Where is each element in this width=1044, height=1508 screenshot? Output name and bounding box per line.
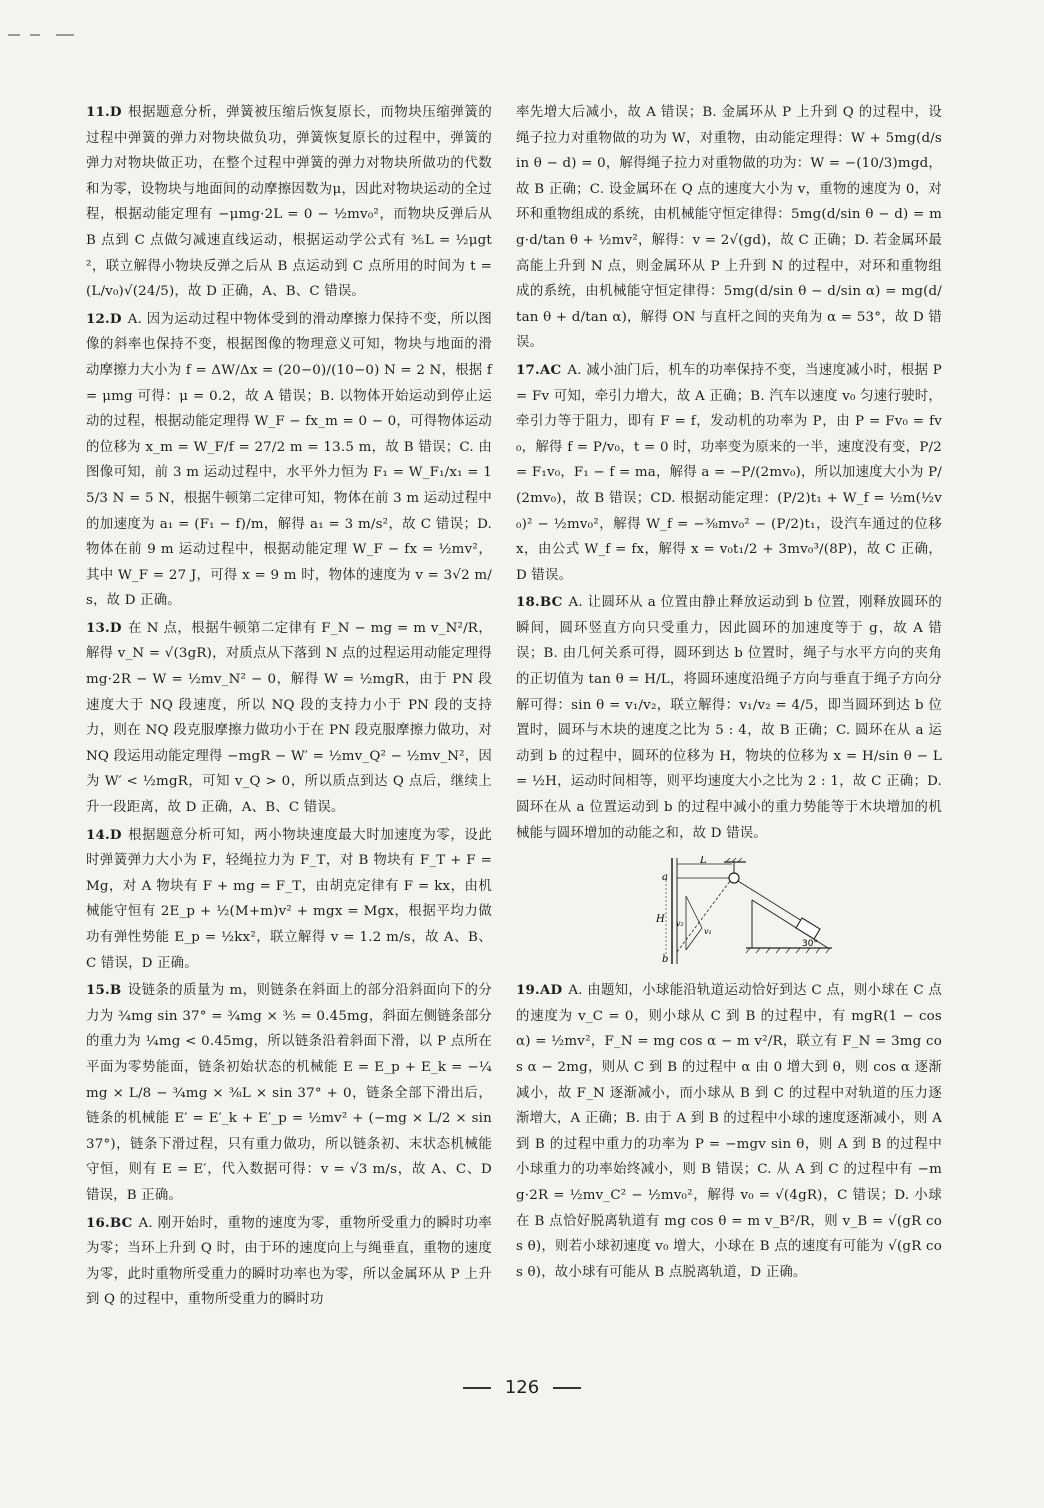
answer-14 — [86, 823, 492, 977]
answer-number: 17.AC — [516, 361, 562, 378]
answer-text: A. 减小油门后，机车的功率保持不变，当速度减小时，根据 P = Fv 可知，牵引力增大，故 A 正确；B. 汽车以速度 v₀ 匀速行驶时，牵引力等于阻力，即有 F = f，发动机的功率为 P，由 P = Fv₀ = fv₀，解得 f = P/v₀，t = 0 时，功率变为原来的一半，速度没有变，P/2 = F₁v₀，F₁ − f = ma，解得 a = −P/(2mv₀)，所以加速度大小为 P/(2mv₀)，故 B 错误；CD. 根据动能定理：(P/2)t₁ + W_f = ½m(½v₀)² − ½mv₀²，解得 W_f = −⅜mv₀² − (P/2)t₁，设汽车通过的位移 x，由公式 W_f = fx，解得 x = v₀t₁/2 + 3mv₀³/(8P)，故 C 正确，D 错误。 — [516, 362, 942, 583]
page-number-dash-right — [553, 1387, 581, 1389]
label-angle: 30° — [802, 939, 818, 950]
scan-mark — [8, 34, 88, 37]
answer-13 — [86, 616, 492, 821]
answer-11 — [86, 100, 492, 305]
page-number-dash-left — [463, 1387, 491, 1389]
answer-text: A. 刚开始时，重物的速度为零，重物所受重力的瞬时功率为零；当环上升到 Q 时，由于环的速度向上与绳垂直，重物的速度为零，此时重物所受重力的瞬时功率也为零，所以金属环从 P 上升到 Q 的过程中，重物所受重力的瞬时功 — [86, 1215, 492, 1308]
label-v1: v₁ — [704, 927, 712, 937]
ring-block-figure — [642, 856, 842, 966]
answer-text: A. 让圆环从 a 位置由静止释放运动到 b 位置，刚释放圆环的瞬间，圆环竖直方向只受重力，因此圆环的加速度等于 g，故 A 错误；B. 由几何关系可得，圆环到达 b 位置时，绳子与水平方向的夹角的正切值为 tan θ = H/L，将圆环速度沿绳子方向与垂直于绳子方向分解可得：sin θ = v₁/v₂，联立解得：v₁/v₂ = 4/5，即当圆环到达 b 位置时，圆环与木块的速度之比为 5 : 4，故 B 正确；C. 圆环在从 a 运动到 b 的过程中，圆环的位移为 H，物块的位移为 x = H/sin θ − L = ½H，运动时间相等，则平均速度大小之比为 2 : 1，故 C 正确；D. 圆环在从 a 位置运动到 b 的过程中减小的重力势能等于木块增加的机械能与圆环增加的动能之和，故 D 错误。 — [516, 595, 942, 841]
block — [796, 918, 820, 939]
right-column — [516, 100, 942, 1287]
answer-text: A. 因为运动过程中物体受到的滑动摩擦力保持不变，所以图像的斜率也保持不变，根据图像的物理意义可知，物块与地面的滑动摩擦力大小为 f = ΔW/Δx = (20−0)/(10−0) N = 2 N，根据 f = μmg 可得：μ = 0.2，故 A 错误；B. 以物体开始运动到停止运动的过程，根据动能定理得 W_F − fx_m = 0 − 0，可得物体运动的位移为 x_m = W_F/f = 27/2 m = 13.5 m，故 B 错误；C. 由图像可知，前 3 m 运动过程中，水平外力恒为 F₁ = W_F₁/x₁ = 15/3 N = 5 N，根据牛顿第二定律可知，物体在前 3 m 运动过程中的加速度为 a₁ = (F₁ − f)/m，解得 a₁ = 3 m/s²，故 C 错误；D. 物体在前 9 m 运动过程中，根据动能定理 W_F − fx = ½mv²，其中 W_F = 27 J，可得 x = 9 m 时，物体的速度为 v = 3√2 m/s，故 D 正确。 — [86, 311, 492, 609]
answer-16-continued — [516, 100, 942, 356]
left-column — [86, 100, 492, 1315]
answer-text: 根据题意分析，弹簧被压缩后恢复原长，而物块压缩弹簧的过程中弹簧的弹力对物块做负功，弹簧恢复原长的过程中，弹簧的弹力对物块做正功，在整个过程中弹簧的弹力对物块所做功的代数和为零，设物块与地面间的动摩擦因数为μ，因此对物块运动的全过程，根据动能定理有 −μmg·2L = 0 − ½mv₀²，而物块反弹后从 B 点到 C 点做匀减速直线运动，根据运动学公式有 ⅗L = ½μgt²，联立解得小物块反弹之后从 B 点运动到 C 点所用的时间为 t = (L/v₀)√(24/5)，故 D 正确，A、B、C 错误。 — [86, 105, 492, 300]
answer-number: 13.D — [86, 619, 122, 636]
answer-15 — [86, 978, 492, 1208]
answer-number: 11.D — [86, 104, 122, 120]
answer-number: 15.B — [86, 982, 122, 999]
answer-number: 14.D — [86, 826, 122, 843]
answer-17 — [516, 358, 942, 588]
label-v2: v₂ — [676, 919, 684, 929]
answer-number: 19.AD — [516, 982, 563, 999]
answer-text: 率先增大后减小，故 A 错误；B. 金属环从 P 上升到 Q 的过程中，设绳子拉力对重物做的功为 W，对重物，由动能定理得：W + 5mg(d/sin θ − d) = 0，解得绳子拉力对重物做的功为：W = −(10/3)mgd，故 B 正确；C. 设金属环在 Q 点的速度大小为 v，重物的速度为 0，对环和重物组成的系统，由机械能守恒定律得：5mg(d/sin θ − d) = mg·d/tan θ + ½mv²，解得：v = 2√(gd)，故 C 正确；D. 若金属环最高能上升到 N 点，则金属环从 P 上升到 N 的过程中，对环和重物组成的系统，由机械能守恒定律得：5mg(d/sin θ − d/sin α) = mg(d/tan θ + d/tan α)，解得 ON 与直杆之间的夹角为 α = 53°，故 D 错误。 — [516, 105, 942, 351]
answer-number: 16.BC — [86, 1214, 133, 1231]
pulley — [729, 873, 739, 883]
page-number-text: 126 — [504, 1377, 540, 1398]
answer-number: 12.D — [86, 310, 122, 327]
answer-text: 根据题意分析可知，两小物块速度最大时加速度为零，设此时弹簧弹力大小为 F，轻绳拉力为 F_T，对 B 物块有 F_T + F = Mg，对 A 物块有 F + mg = F_T，由胡克定律有 F = kx，由机械能守恒有 2E_p + ½(M+m)v² + mgx = Mgx，根据平均力做功有弹性势能 E_p = ½kx²，联立解得 v = 1.2 m/s，故 A、B、C 错误，D 正确。 — [86, 827, 492, 971]
answer-12 — [86, 307, 492, 614]
label-b: b — [662, 954, 669, 966]
answer-18 — [516, 590, 942, 846]
answer-text: A. 由题知，小球能沿轨道运动恰好到达 C 点，则小球在 C 点的速度为 v_C = 0，则小球从 C 到 B 的过程中，有 mgR(1 − cos α) = ½mv²，F_N = mg cos α − m v²/R，联立有 F_N = 3mg cos α − 2mg，则从 C 到 B 的过程中 α 由 0 增大到 θ，则 cos α 逐渐减小，故 F_N 逐渐减小，而小球从 B 到 C 的过程中对轨道的压力逐渐增大，A 正确；B. 由于 A 到 B 的过程中小球的速度逐渐减小，则 A 到 B 的过程中重力的功率为 P = −mgv sin θ，则 A 到 B 的过程中小球重力的功率始终减小，则 B 错误；C. 从 A 到 C 的过程中有 −mg·2R = ½mv_C² − ½mv₀²，解得 v₀ = √(4gR)，C 错误；D. 小球在 B 点恰好脱离轨道有 mg cos θ = m v_B²/R，则 v_B = √(gR cos θ)，则若小球初速度 v₀ 增大，小球在 B 点的速度有可能为 √(gR cos θ)，故小球有可能从 B 点脱离轨道，D 正确。 — [516, 983, 942, 1280]
answer-text: 在 N 点，根据牛顿第二定律有 F_N − mg = m v_N²/R，解得 v_N = √(3gR)，对质点从下落到 N 点的过程运用动能定理得 mg·2R − W = ½mv_N² − 0，解得 W = ½mgR，由于 PN 段速度大于 NQ 段速度，所以 NQ 段的支持力小于 PN 段的支持力，则在 NQ 段克服摩擦力做功小于在 PN 段克服摩擦力做功，对 NQ 段运用动能定理得 −mgR − W′ = ½mv_Q² − ½mv_N²，因为 W′ < ½mgR，可知 v_Q > 0，所以质点到达 Q 点后，继续上升一段距离，故 D 正确，A、B、C 错误。 — [86, 620, 492, 816]
page-number — [0, 1377, 1044, 1398]
answer-19 — [516, 978, 942, 1285]
label-h: H — [656, 914, 665, 926]
label-a: a — [662, 872, 668, 884]
rope — [677, 881, 730, 952]
label-l: L — [700, 856, 707, 867]
answer-text: 设链条的质量为 m，则链条在斜面上的部分沿斜面向下的分力为 ¾mg sin 37° = ¾mg × ⅗ = 0.45mg，斜面左侧链条部分的重力为 ¼mg < 0.45mg，所以链条沿着斜面下滑，以 P 点所在平面为零势能面，链条初始状态的机械能 E = E_p + E_k = −¼mg × L/8 − ¾mg × ⅜L × sin 37° + 0，链条全部下滑出后，链条的机械能 E′ = E′_k + E′_p = ½mv² + (−mg × L/2 × sin 37°)，链条下滑过程，只有重力做功，所以链条初、末状态机械能守恒，则有 E = E′，代入数据可得：v = √3 m/s，故 A、C、D 错误，B 正确。 — [86, 983, 492, 1203]
answer-16 — [86, 1211, 492, 1313]
answer-number: 18.BC — [516, 594, 563, 611]
